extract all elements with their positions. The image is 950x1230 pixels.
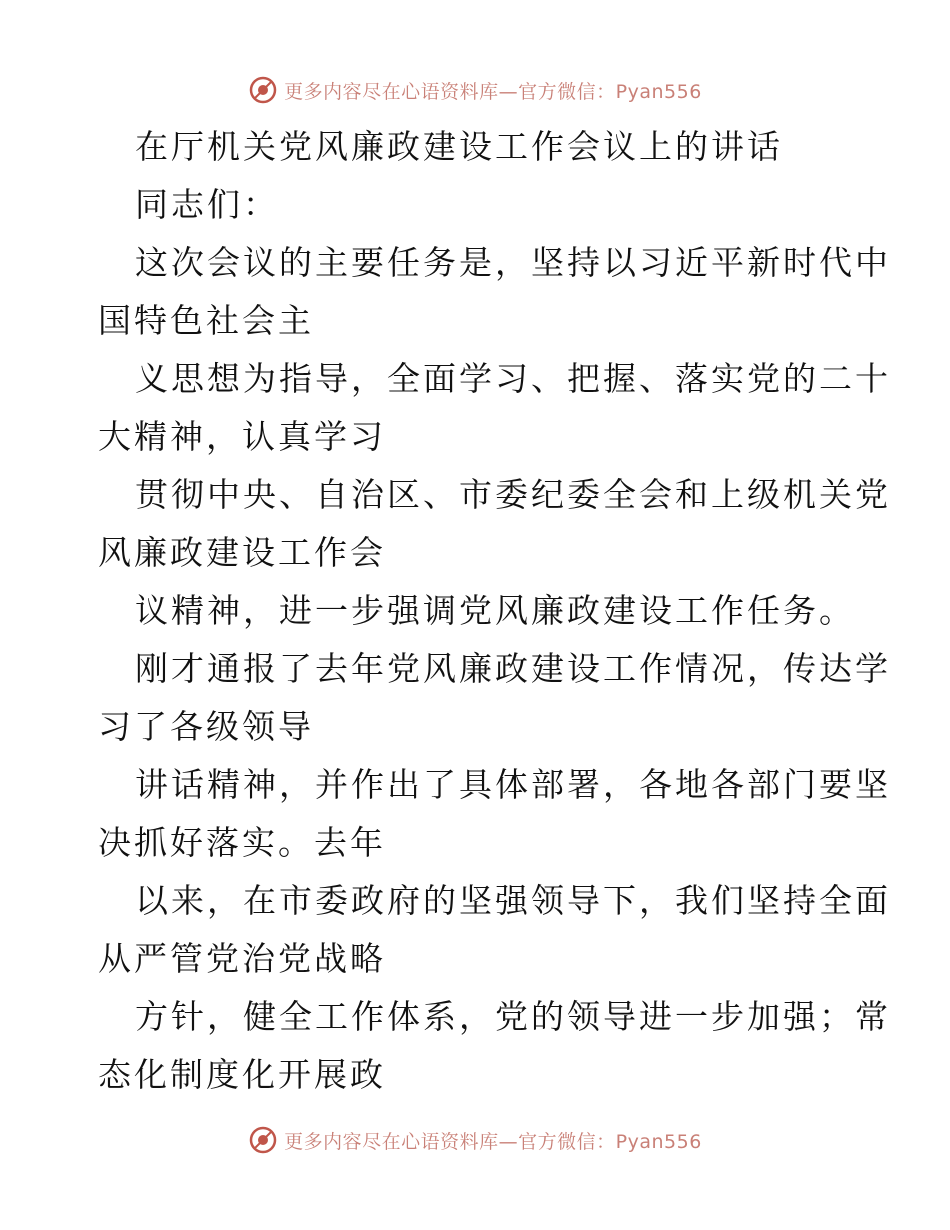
document-line: 刚才通报了去年党风廉政建设工作情况，传达学 [135, 649, 891, 688]
document-line: 义思想为指导，全面学习、把握、落实党的二十 [135, 359, 891, 398]
document-line: 议精神，进一步强调党风廉政建设工作任务。 [135, 591, 855, 630]
header-watermark [0, 70, 950, 110]
watermark-text: 更多内容尽在心语资料库—官方微信：Pyan556 [284, 80, 702, 103]
watermark-logo-icon [248, 75, 278, 105]
document-body [98, 118, 891, 1104]
document-line: 风廉政建设工作会 [98, 533, 386, 572]
document-line: 同志们： [135, 185, 279, 224]
document-line: 习了各级领导 [98, 707, 314, 746]
document-line: 在厅机关党风廉政建设工作会议上的讲话 [135, 127, 783, 166]
document-line: 决抓好落实。去年 [98, 823, 386, 862]
footer-watermark [0, 1120, 950, 1160]
document-line: 大精神，认真学习 [98, 417, 386, 456]
document-line: 方针，健全工作体系，党的领导进一步加强；常 [135, 997, 891, 1036]
document-line: 这次会议的主要任务是，坚持以习近平新时代中 [135, 243, 891, 282]
watermark-logo-icon [248, 1125, 278, 1155]
document-line: 以来，在市委政府的坚强领导下，我们坚持全面 [135, 881, 891, 920]
watermark-text: 更多内容尽在心语资料库—官方微信：Pyan556 [284, 1130, 702, 1153]
document-line: 态化制度化开展政 [98, 1055, 386, 1094]
document-line: 从严管党治党战略 [98, 939, 386, 978]
document-line: 国特色社会主 [98, 301, 314, 340]
document-line: 贯彻中央、自治区、市委纪委全会和上级机关党 [135, 475, 891, 514]
document-line: 讲话精神，并作出了具体部署，各地各部门要坚 [135, 765, 891, 804]
